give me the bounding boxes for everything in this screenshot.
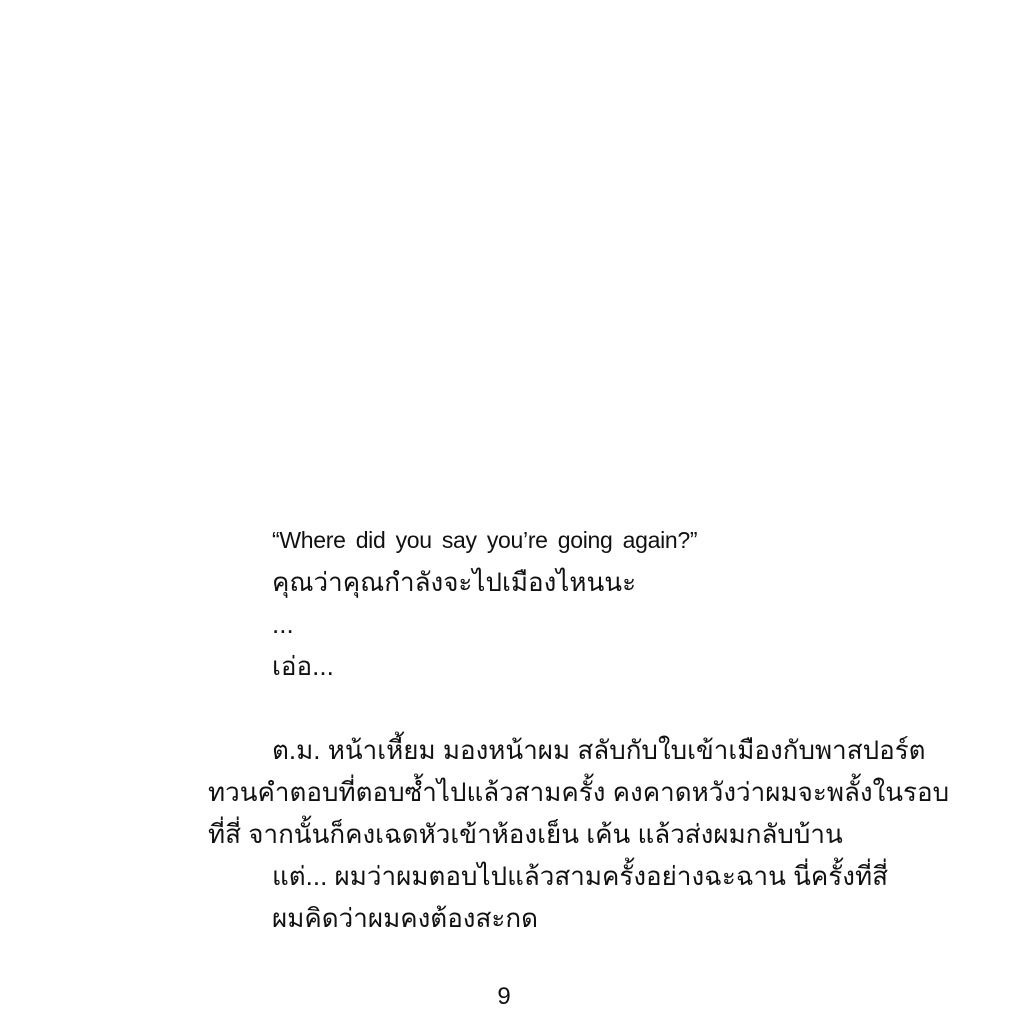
dialogue-line-er: เอ่อ...	[272, 651, 334, 681]
text-block	[208, 519, 950, 939]
paragraph-line-3: ที่สี่ จากนั้นก็คงเฉดหัวเข้าห้องเย็น เค้น แล้วส่งผมกลับบ้าน	[208, 819, 843, 849]
dialogue-line-english: “Where did you say you’re going again?”	[272, 527, 698, 553]
paragraph-line-2: ทวนคำตอบที่ตอบซ้ำไปแล้วสามครั้ง คงคาดหวังว่าผมจะพลั้งในรอบ	[208, 777, 950, 807]
paragraph-line-4: แต่... ผมว่าผมตอบไปแล้วสามครั้งอย่างฉะฉาน นี่ครั้งที่สี่	[272, 861, 888, 891]
page-number: 9	[497, 983, 511, 1010]
paragraph-break	[208, 687, 814, 729]
paragraph-line-1: ต.ม. หน้าเหี้ยม มองหน้าผม สลับกับใบเข้าเมืองกับพาสปอร์ต	[272, 735, 926, 765]
paragraph-line-5: ผมคิดว่าผมคงต้องสะกด	[272, 903, 538, 933]
dialogue-line-thai: คุณว่าคุณกำลังจะไปเมืองไหนนะ	[272, 567, 637, 597]
dialogue-line-ellipsis: ...	[272, 609, 294, 639]
